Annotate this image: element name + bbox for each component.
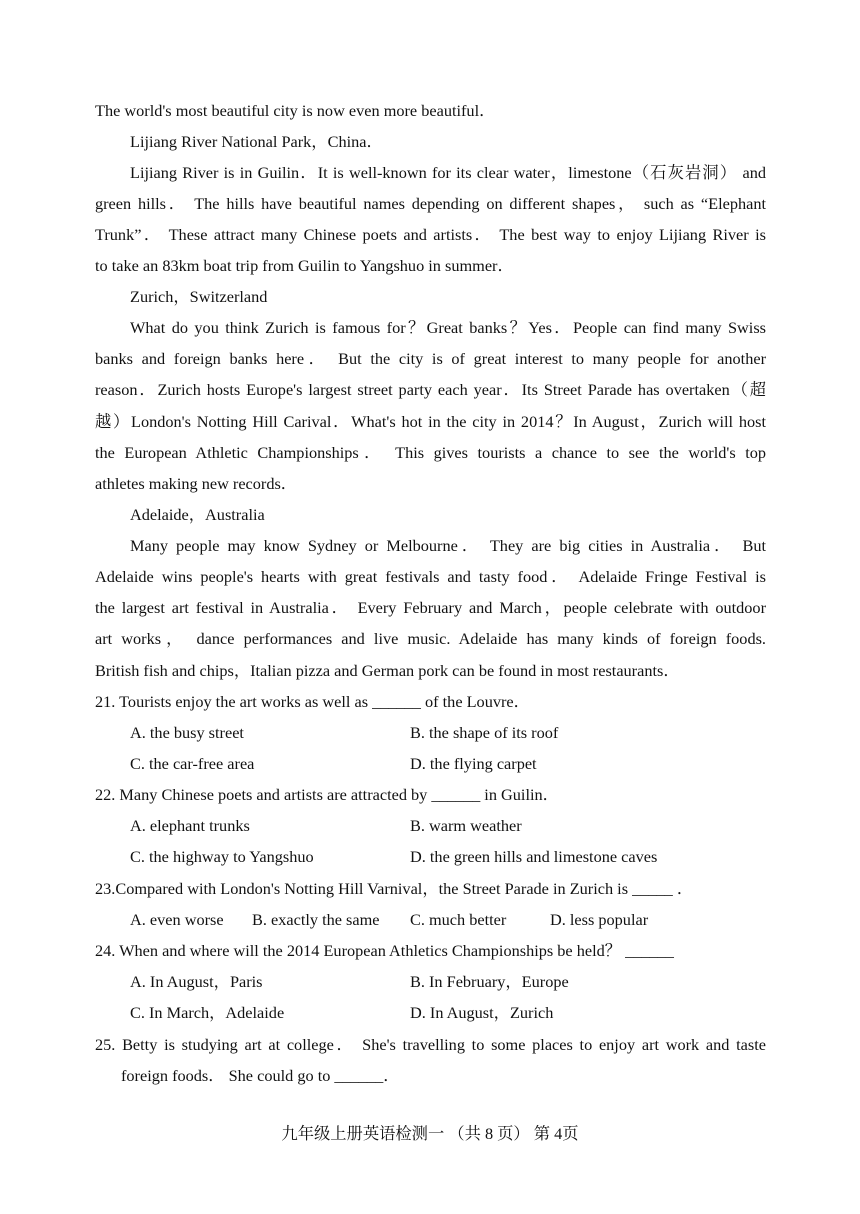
question-23-stem: 23.Compared with London's Notting Hill Varnival，the Street Parade in Zurich is _____ ．: [95, 879, 694, 898]
zurich-paragraph-line: What do you think Zurich is famous for？Great banks？Yes．People can find many Swiss: [130, 318, 766, 337]
question-24-option-a: A. In August，Paris: [130, 972, 263, 991]
question-23-option-a: A. even worse: [130, 910, 224, 929]
adelaide-paragraph-line: art works， dance performances and live music. Adelaide has many kinds of foreign foods.: [95, 629, 766, 648]
adelaide-paragraph-line: Adelaide wins people's hearts with great festivals and tasty food． Adelaide Fringe Festival is: [95, 567, 766, 586]
lijiang-paragraph-line: to take an 83km boat trip from Guilin to Yangshuo in summer．: [95, 256, 514, 275]
adelaide-paragraph-line: Many people may know Sydney or Melbourne． They are big cities in Australia． But: [130, 536, 766, 555]
zurich-paragraph-line: banks and foreign banks here． But the city is of great interest to many people for another: [95, 349, 766, 368]
question-22-option-a: A. elephant trunks: [130, 816, 250, 835]
zurich-paragraph-line: reason．Zurich hosts Europe's largest street party each year．Its Street Parade has overtaken（超: [95, 380, 766, 399]
question-24-option-d: D. In August，Zurich: [410, 1003, 554, 1022]
zurich-paragraph-line: 越）London's Notting Hill Carival．What's hot in the city in 2014？In August，Zurich will host: [95, 412, 766, 431]
question-22-option-b: B. warm weather: [410, 816, 522, 835]
question-22-option-c: C. the highway to Yangshuo: [130, 847, 314, 866]
question-21-stem: 21. Tourists enjoy the art works as well as ______ of the Louvre．: [95, 692, 530, 711]
zurich-paragraph-line: athletes making new records．: [95, 474, 298, 493]
passage-intro: The world's most beautiful city is now even more beautiful．: [95, 101, 496, 120]
question-21-option-b: B. the shape of its roof: [410, 723, 559, 742]
question-24-option-b: B. In February，Europe: [410, 972, 569, 991]
question-21-option-c: C. the car-free area: [130, 754, 255, 773]
question-22-option-d: D. the green hills and limestone caves: [410, 847, 658, 866]
lijiang-paragraph-line: Lijiang River is in Guilin．It is well-known for its clear water，limestone（石灰岩洞） and: [130, 163, 766, 182]
question-23-option-b: B. exactly the same: [252, 910, 380, 929]
question-21-option-a: A. the busy street: [130, 723, 244, 742]
question-23-option-d: D. less popular: [550, 910, 649, 929]
question-25-stem-continued: foreign foods． She could go to ______．: [121, 1066, 400, 1085]
zurich-heading: Zurich，Switzerland: [130, 287, 268, 306]
page-footer: 九年级上册英语检测一 （共 8 页） 第 4页: [281, 1124, 579, 1143]
question-24-option-c: C. In March，Adelaide: [130, 1003, 285, 1022]
question-22-stem: 22. Many Chinese poets and artists are attracted by ______ in Guilin．: [95, 785, 559, 804]
adelaide-heading: Adelaide，Australia: [130, 505, 265, 524]
adelaide-paragraph-line: British fish and chips，Italian pizza and German pork can be found in most restaurants．: [95, 661, 680, 680]
question-21-option-d: D. the flying carpet: [410, 754, 537, 773]
zurich-paragraph-line: the European Athletic Championships． This gives tourists a chance to see the world's top: [95, 443, 766, 462]
question-24-stem: 24. When and where will the 2014 European Athletics Championships be held？ ______: [95, 941, 674, 960]
lijiang-paragraph-line: Trunk”． These attract many Chinese poets and artists． The best way to enjoy Lijiang River is: [95, 225, 766, 244]
question-25-stem: 25. Betty is studying art at college． She's travelling to some places to enjoy art work and taste: [95, 1035, 766, 1054]
lijiang-heading: Lijiang River National Park，China．: [130, 132, 383, 151]
question-23-option-c: C. much better: [410, 910, 507, 929]
lijiang-paragraph-line: green hills． The hills have beautiful names depending on different shapes， such as “Elephant: [95, 194, 766, 213]
adelaide-paragraph-line: the largest art festival in Australia． Every February and March，people celebrate with outdoor: [95, 598, 766, 617]
